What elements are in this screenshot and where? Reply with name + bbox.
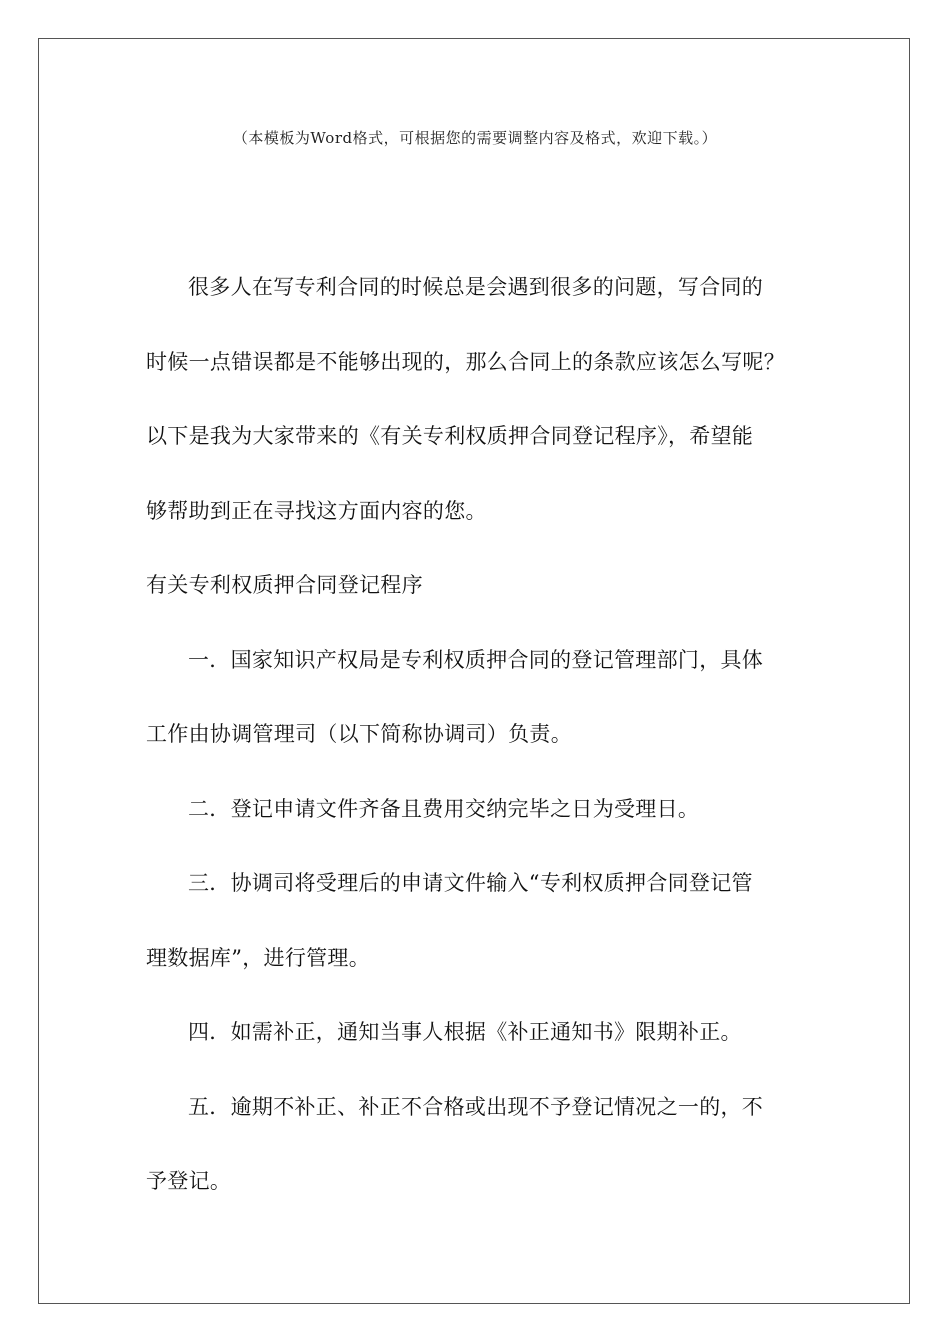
paragraph-line: 以下是我为大家带来的《有关专利权质押合同登记程序》，希望能 <box>146 424 754 448</box>
paragraph-line: 够帮助到正在寻找这方面内容的您。 <box>146 498 487 523</box>
paragraph-line: 时候一点错误都是不能够出现的，那么合同上的条款应该怎么写呢？ <box>146 349 785 374</box>
section-title: 有关专利权质押合同登记程序 <box>146 573 423 597</box>
template-note: （本模板为Word格式，可根据您的需要调整内容及格式，欢迎下载。） <box>232 129 718 147</box>
clause-line: 二．登记申请文件齐备且费用交纳完毕之日为受理日。 <box>188 796 700 821</box>
clause-line: 五．逾期不补正、补正不合格或出现不予登记情况之一的，不 <box>188 1094 764 1119</box>
clause-line: 予登记。 <box>146 1169 232 1193</box>
clause-line: 理数据库”，进行管理。 <box>146 945 371 970</box>
clause-line: 一．国家知识产权局是专利权质押合同的登记管理部门，具体 <box>188 647 764 672</box>
document-body <box>146 262 806 1231</box>
paragraph-line: 很多人在写专利合同的时候总是会遇到很多的问题，写合同的 <box>188 275 764 299</box>
clause-line: 工作由协调管理司（以下简称协调司）负责。 <box>146 722 572 746</box>
clause-line: 三．协调司将受理后的申请文件输入“专利权质押合同登记管 <box>188 871 753 895</box>
clause-line: 四．如需补正，通知当事人根据《补正通知书》限期补正。 <box>188 1020 742 1044</box>
